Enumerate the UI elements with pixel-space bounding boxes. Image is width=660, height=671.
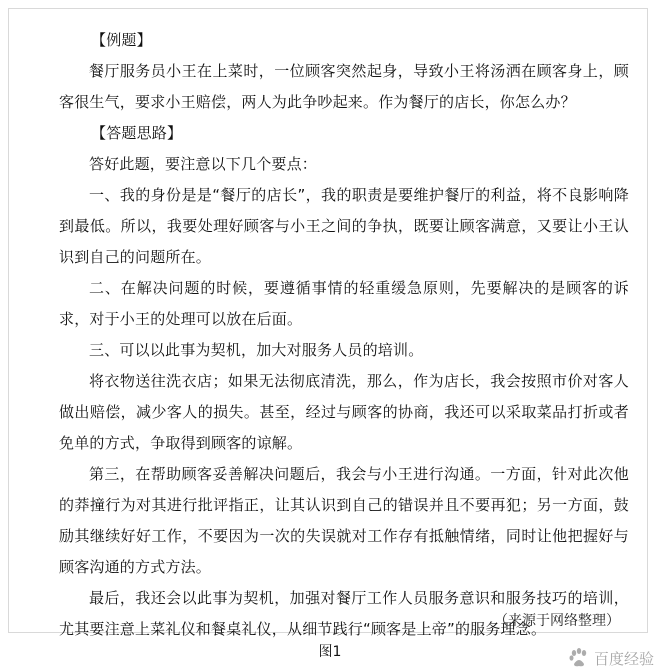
source-note: （来源于网络整理）	[494, 613, 620, 629]
paragraph-laundry: 将衣物送往洗衣店；如果无法彻底清洗，那么，作为店长，我会按照市价对客人做出赔偿，减少客人的损失。甚至，经过与顾客的协商，我还可以采取菜品打折或者免单的方式，争取得到顾客的谅解。	[59, 372, 629, 452]
paragraph-finally: 最后，我还会以此事为契机，加强对餐厅工作人员服务意识和服务技巧的培训，尤其要注意上菜礼仪和餐桌礼仪，从细节践行“顾客是上帝”的服务理念。	[59, 589, 629, 638]
paragraph-point-2: 二、在解决问题的时候，要遵循事情的轻重缓急原则，先要解决的是顾客的诉求，对于小王的处理可以放在后面。	[59, 279, 629, 328]
heading-answer-approach: 【答题思路】	[91, 124, 183, 142]
figure-caption: 图1	[318, 644, 342, 660]
baidu-paw-icon	[568, 647, 590, 669]
paragraph-point-1: 一、我的身份是是“餐厅的店长”，我的职责是要维护餐厅的利益，将不良影响降到最低。所以，我要处理好顾客与小王之间的争执，既要让顾客满意，又要让小王认识到自己的问题所在。	[59, 186, 629, 266]
watermark	[568, 647, 654, 669]
watermark-text: 百度经验	[593, 649, 654, 668]
paragraph-point-3: 三、可以以此事为契机，加大对服务人员的培训。	[89, 341, 424, 359]
document-page	[8, 8, 648, 638]
heading-example: 【例题】	[91, 31, 152, 49]
document-body	[59, 25, 629, 645]
paragraph-third: 第三，在帮助顾客妥善解决问题后，我会与小王进行沟通。一方面，针对此次他的莽撞行为对其进行批评指正，让其认识到自己的错误并且不要再犯；另一方面，鼓励其继续好好工作，不要因为一次的失误就对工作存有抵触情绪，同时让他把握好与顾客沟通的方式方法。	[59, 465, 629, 576]
paragraph-intro: 答好此题，要注意以下几个要点：	[89, 155, 318, 173]
paragraph-question: 餐厅服务员小王在上菜时，一位顾客突然起身，导致小王将汤洒在顾客身上，顾客很生气，要求小王赔偿，两人为此争吵起来。作为餐厅的店长，你怎么办？	[59, 62, 629, 111]
